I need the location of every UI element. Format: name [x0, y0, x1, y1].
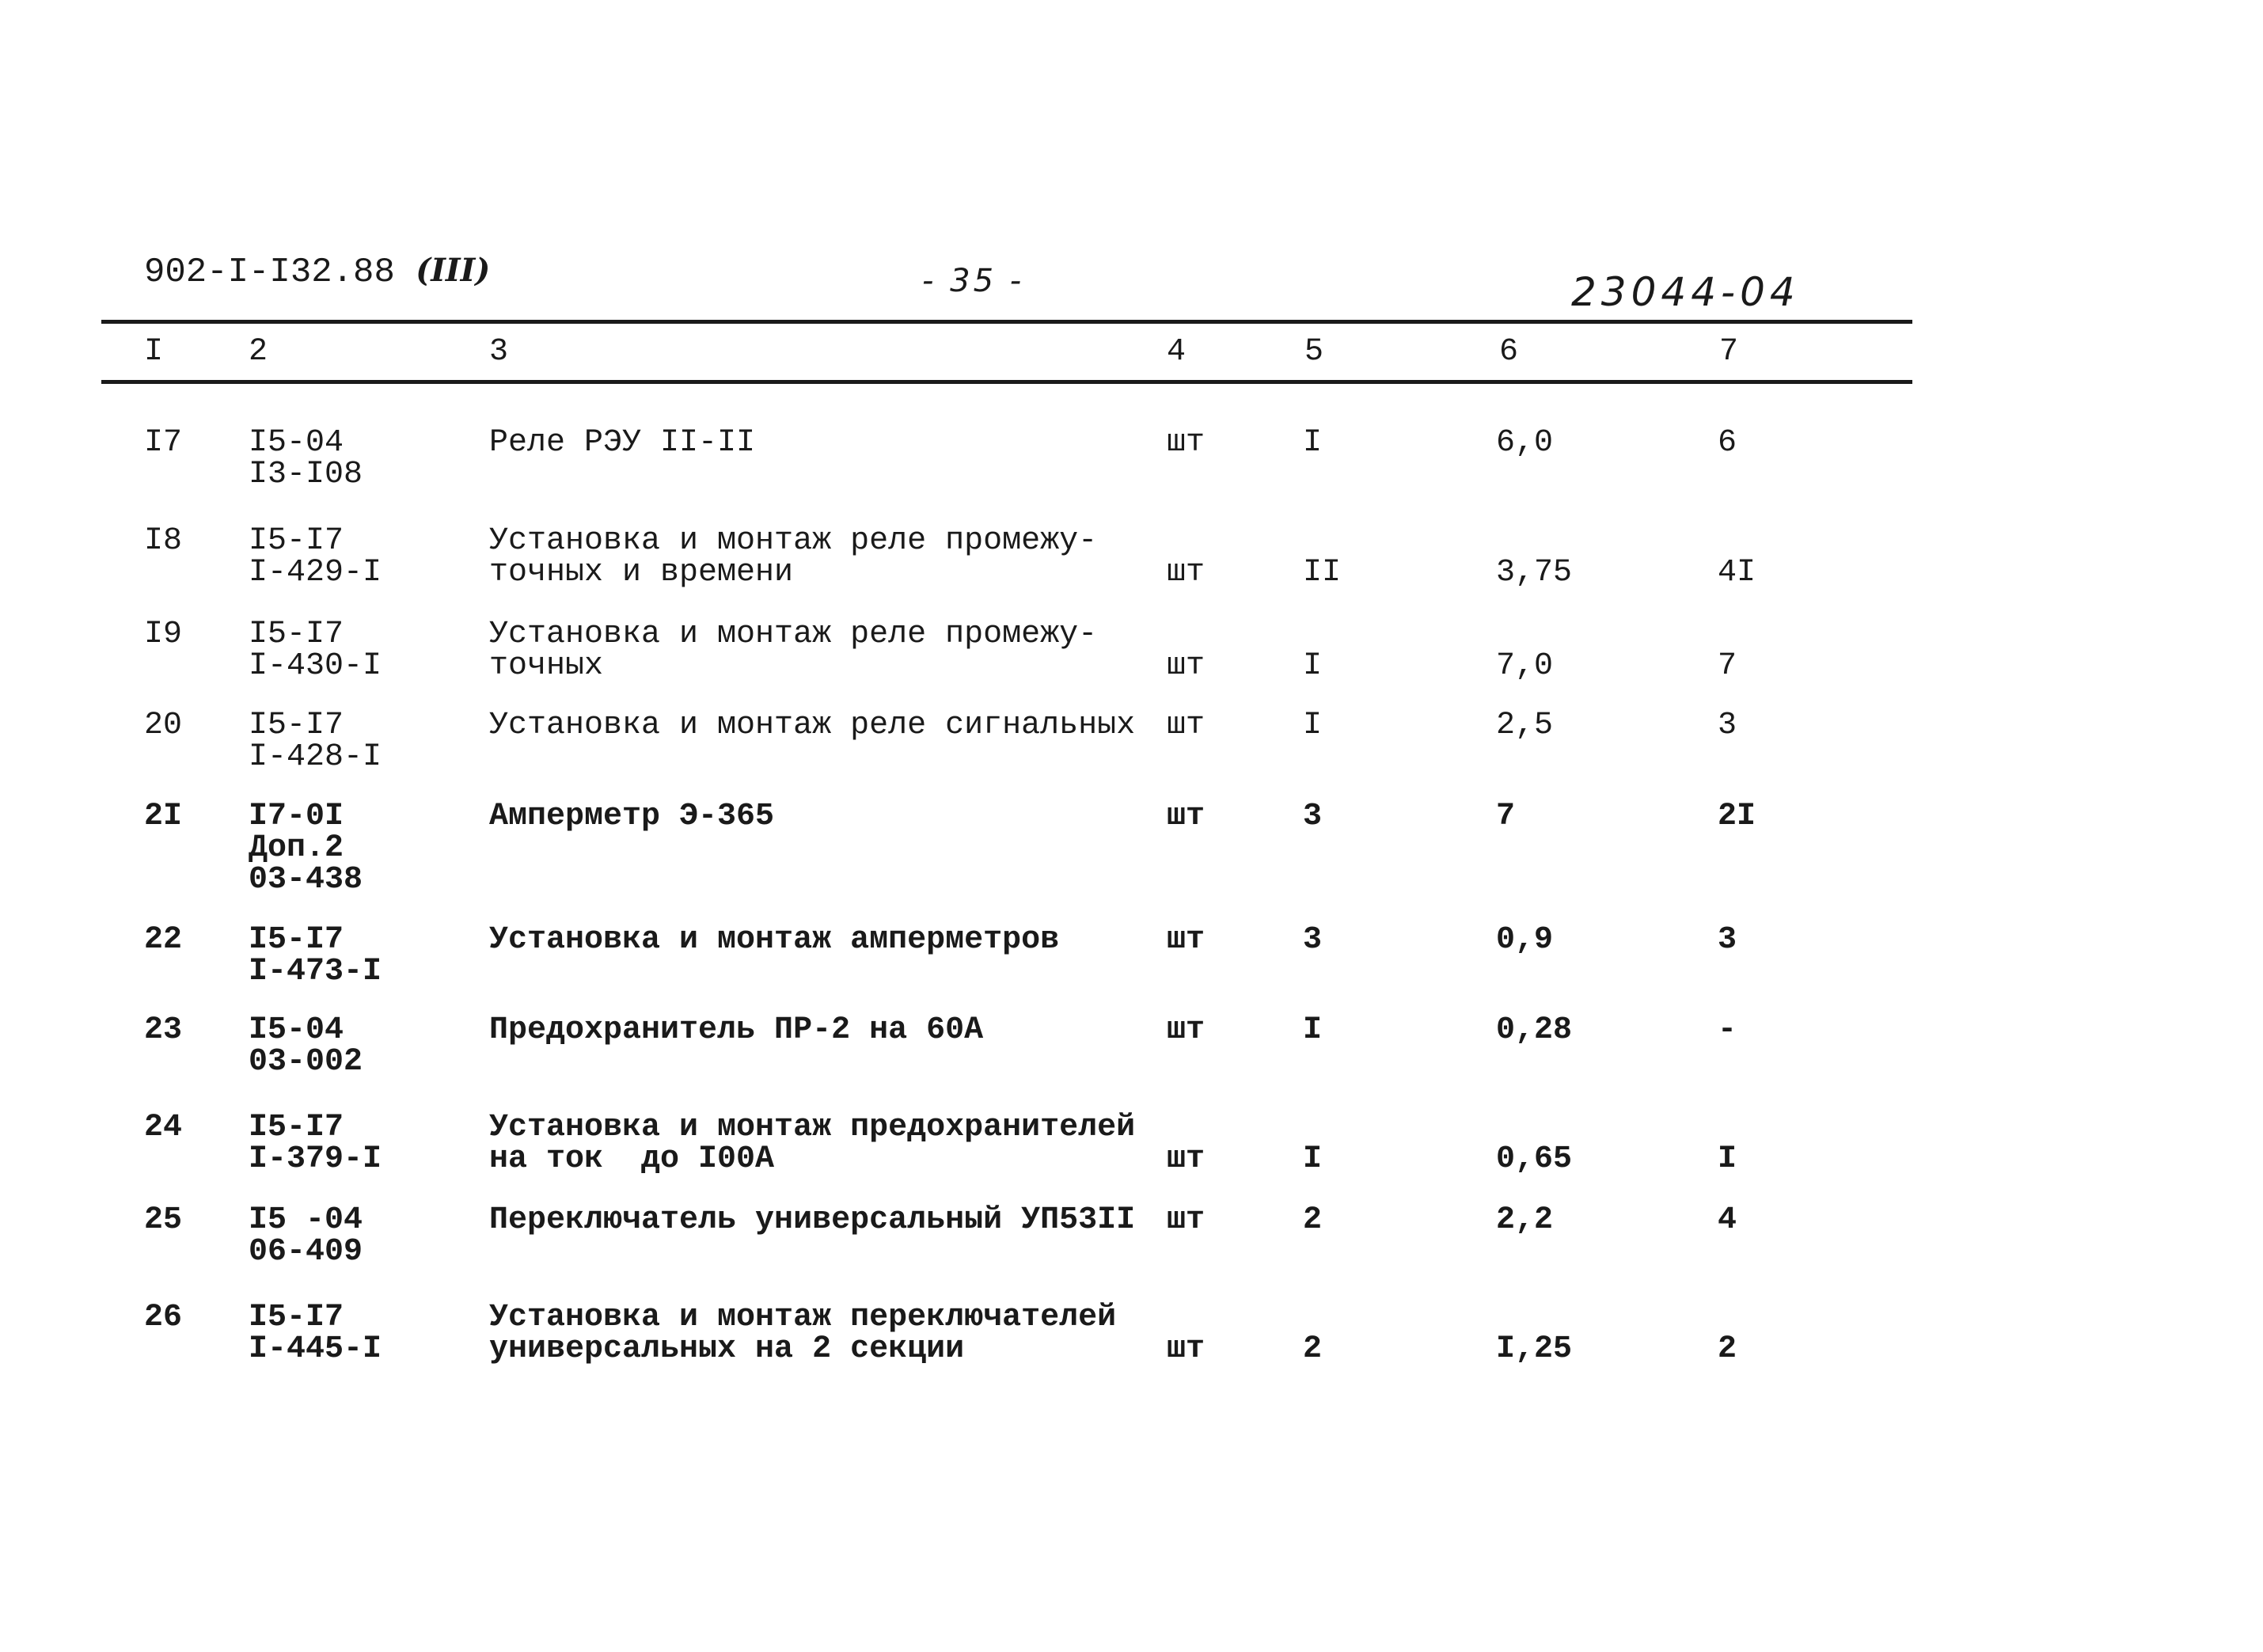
- row-number: 25: [144, 1202, 183, 1238]
- row-code-line: I5-I7: [249, 523, 344, 559]
- row-name-line: точных: [489, 648, 604, 684]
- row-total: 4I: [1718, 555, 1756, 591]
- row-code-line: I5-I7: [249, 922, 344, 958]
- row-price: 7: [1496, 799, 1516, 834]
- row-code-line: I-445-I: [249, 1331, 382, 1367]
- document-code-text: 902-I-I32.88: [144, 253, 395, 292]
- row-quantity: 2: [1303, 1202, 1323, 1238]
- row-name-line: Амперметр Э-365: [489, 799, 775, 834]
- row-price: 7,0: [1496, 648, 1554, 684]
- row-code-line: I5-04: [249, 425, 344, 461]
- row-unit: шт: [1167, 648, 1206, 684]
- row-code-line: I3-I08: [249, 457, 363, 492]
- row-number: 22: [144, 922, 183, 958]
- row-quantity: 2: [1303, 1331, 1323, 1367]
- row-code-line: 03-002: [249, 1044, 363, 1080]
- row-quantity: I: [1303, 648, 1323, 684]
- row-quantity: I: [1303, 425, 1323, 461]
- row-name-line: Предохранитель ПР-2 на 60А: [489, 1012, 984, 1048]
- row-unit: шт: [1167, 1331, 1206, 1367]
- row-quantity: II: [1303, 555, 1342, 591]
- row-quantity: I: [1303, 708, 1323, 743]
- row-name-line: на ток до I00А: [489, 1141, 775, 1177]
- row-quantity: 3: [1303, 922, 1323, 958]
- row-total: 7: [1718, 648, 1737, 684]
- row-price: 3,75: [1496, 555, 1573, 591]
- table-header-rule: [101, 380, 1912, 384]
- row-name-line: Установка и монтаж реле сигнальных: [489, 708, 1136, 743]
- row-quantity: I: [1303, 1141, 1323, 1177]
- row-total: 3: [1718, 922, 1737, 958]
- row-unit: шт: [1167, 555, 1206, 591]
- row-code-line: I-430-I: [249, 648, 382, 684]
- row-price: 2,2: [1496, 1202, 1554, 1238]
- row-name-line: Установка и монтаж реле промежу-: [489, 617, 1098, 652]
- row-total: 2I: [1718, 799, 1756, 834]
- row-name-line: Переключатель универсальный УП53II: [489, 1202, 1136, 1238]
- page-number: - 35 -: [922, 263, 1025, 299]
- row-number: I9: [144, 617, 183, 652]
- column-number: 2: [249, 334, 268, 370]
- row-number: I7: [144, 425, 183, 461]
- column-number: 7: [1719, 334, 1739, 370]
- row-code-line: I5-I7: [249, 617, 344, 652]
- row-number: 26: [144, 1300, 183, 1335]
- row-code-line: I5-I7: [249, 708, 344, 743]
- row-code-line: I5-I7: [249, 1110, 344, 1145]
- row-price: 0,28: [1496, 1012, 1573, 1048]
- row-code-line: I5-04: [249, 1012, 344, 1048]
- row-total: I: [1718, 1141, 1737, 1177]
- row-unit: шт: [1167, 1141, 1206, 1177]
- row-name-line: Установка и монтаж реле промежу-: [489, 523, 1098, 559]
- row-unit: шт: [1167, 799, 1206, 834]
- row-code-line: I7-0I: [249, 799, 344, 834]
- row-number: 2I: [144, 799, 183, 834]
- row-code-line: I-428-I: [249, 739, 382, 775]
- row-code-line: I-429-I: [249, 555, 382, 591]
- row-name-line: Установка и монтаж переключателей: [489, 1300, 1117, 1335]
- document-code-mark: (III): [416, 252, 491, 289]
- row-price: I,25: [1496, 1331, 1573, 1367]
- row-unit: шт: [1167, 425, 1206, 461]
- row-number: 20: [144, 708, 183, 743]
- row-number: 23: [144, 1012, 183, 1048]
- row-code-line: 06-409: [249, 1234, 363, 1270]
- column-number: 5: [1304, 334, 1324, 370]
- column-number: I: [144, 334, 164, 370]
- row-quantity: I: [1303, 1012, 1323, 1048]
- row-code-line: I-379-I: [249, 1141, 382, 1177]
- row-price: 6,0: [1496, 425, 1554, 461]
- row-unit: шт: [1167, 1202, 1206, 1238]
- row-unit: шт: [1167, 922, 1206, 958]
- row-total: 2: [1718, 1331, 1737, 1367]
- row-name-line: Реле РЭУ II-II: [489, 425, 756, 461]
- row-name-line: Установка и монтаж амперметров: [489, 922, 1060, 958]
- row-name-line: Установка и монтаж предохранителей: [489, 1110, 1136, 1145]
- row-total: 3: [1718, 708, 1737, 743]
- row-name-line: точных и времени: [489, 555, 794, 591]
- row-quantity: 3: [1303, 799, 1323, 834]
- inventory-number: 23044-04: [1571, 269, 1800, 315]
- column-number: 3: [489, 334, 509, 370]
- column-number: 6: [1499, 334, 1519, 370]
- row-price: 0,65: [1496, 1141, 1573, 1177]
- row-price: 2,5: [1496, 708, 1554, 743]
- row-code-line: Доп.2: [249, 830, 344, 866]
- row-code-line: I-473-I: [249, 954, 382, 989]
- row-code-line: I5 -04: [249, 1202, 363, 1238]
- row-total: -: [1718, 1012, 1737, 1048]
- row-name-line: универсальных на 2 секции: [489, 1331, 965, 1367]
- row-price: 0,9: [1496, 922, 1554, 958]
- row-code-line: I5-I7: [249, 1300, 344, 1335]
- document-code: [144, 252, 490, 292]
- table-top-rule: [101, 320, 1912, 324]
- row-code-line: 03-438: [249, 862, 363, 898]
- column-number: 4: [1167, 334, 1187, 370]
- row-unit: шт: [1167, 708, 1206, 743]
- row-total: 6: [1718, 425, 1737, 461]
- row-unit: шт: [1167, 1012, 1206, 1048]
- row-total: 4: [1718, 1202, 1737, 1238]
- row-number: 24: [144, 1110, 183, 1145]
- row-number: I8: [144, 523, 183, 559]
